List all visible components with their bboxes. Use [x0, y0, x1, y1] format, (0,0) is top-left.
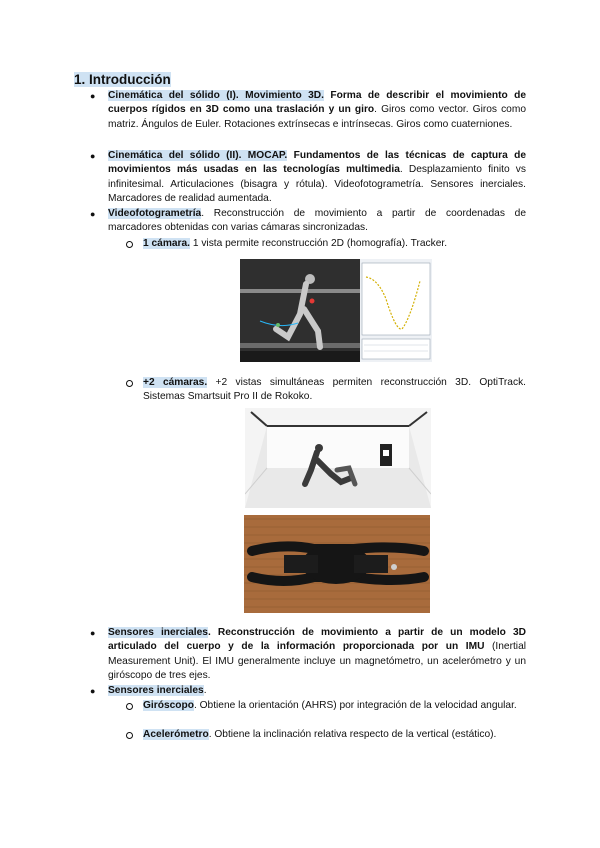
list-item-inertial-sensors-2: Sensores inerciales. [108, 685, 207, 696]
tracker-screenshot-image [240, 259, 432, 362]
circle-bullet-icon [126, 241, 133, 248]
circle-bullet-icon [126, 380, 133, 387]
sub-item-gyroscope: Giróscopo. Obtiene la orientación (AHRS) por integración de la velocidad angular. [143, 700, 517, 711]
sub-item-two-cameras: +2 cámaras. +2 vistas simultáneas permiten reconstrucción 3D. OptiTrack. Sistemas Smartsuit Pro II de Rokoko. [143, 377, 526, 403]
circle-bullet-icon [126, 703, 133, 710]
sub-item-one-camera: 1 cámara. 1 vista permite reconstrucción 2D (homografía). Tracker. [143, 238, 448, 249]
list-item-videophotogrammetry: Videofotogrametría. Reconstrucción de movimiento a partir de coordenadas de marcadores obtenidas con varias cámaras sincronizadas. [108, 208, 526, 234]
bullet-icon: ● [90, 209, 96, 219]
bullet-icon: ● [90, 151, 96, 161]
bullet-icon: ● [90, 686, 96, 696]
circle-bullet-icon [126, 732, 133, 739]
bullet-icon: ● [90, 91, 96, 101]
list-item-kinematics-mocap: Cinemática del sólido (II). MOCAP. Fundamentos de las técnicas de captura de movimientos más usadas en las tecnologías multimedia. Desplazamiento finito vs infinitesimal. Articulaciones (bisagra y rótula). Videofotogrametría. Sensores inerciales. Marcadores de realidad aumentada. [108, 150, 527, 204]
optitrack-room-image [245, 408, 431, 508]
list-item-kinematics-3d: Cinemática del sólido (I). Movimiento 3D. Forma de describir el movimiento de cuerpos rígidos en 3D como una traslación y un giro. Giros como vector. Giros como matriz. Ángulos de Euler. Rotaciones extrínsecas e intrínsecas. Giros como cuaterniones. [108, 90, 526, 130]
section-heading: 1. Introducción [74, 72, 171, 87]
bullet-icon: ● [90, 628, 96, 638]
smartsuit-image [244, 515, 430, 613]
list-item-inertial-sensors: Sensores inerciales. Reconstrucción de movimiento a partir de un modelo 3D articulado del cuerpo y de la información proporcionada por un IMU (Inertial Measurement Unit). El IMU generalmente incluye un magnetómetro, un acelerómetro y un giróscopo de tres ejes. [108, 627, 526, 681]
sub-item-accelerometer: Acelerómetro. Obtiene la inclinación relativa respecto de la vertical (estático). [143, 729, 497, 740]
